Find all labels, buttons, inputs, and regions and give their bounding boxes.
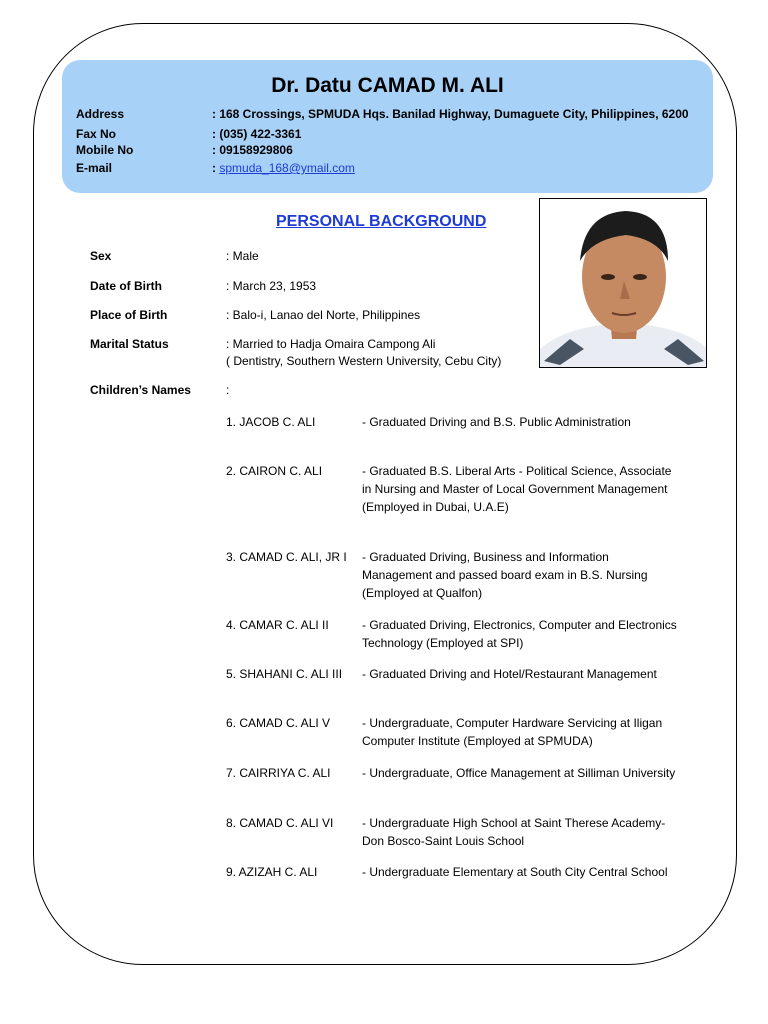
email-label: E-mail bbox=[76, 161, 113, 175]
child-education: - Undergraduate, Office Management at Silliman University bbox=[362, 766, 676, 780]
child-name: 7. CAIRRIYA C. ALI bbox=[226, 766, 331, 780]
fax-label: Fax No bbox=[76, 127, 117, 141]
email-link[interactable]: spmuda_168@ymail.com bbox=[219, 161, 355, 175]
child-name: 4. CAMAR C. ALI II bbox=[226, 618, 329, 632]
marital-value-detail: ( Dentistry, Southern Western University, Cebu City) bbox=[226, 354, 502, 368]
child-name: 1. JACOB C. ALI bbox=[226, 415, 316, 429]
child-education: - Undergraduate, Computer Hardware Servicing at Iligan Computer Institute (Employed at SPMUDA) bbox=[362, 716, 663, 748]
children-colon: : bbox=[226, 383, 230, 397]
child-education: - Undergraduate High School at Saint Therese Academy- Don Bosco-Saint Louis School bbox=[362, 816, 666, 848]
children-label: Children’s Names bbox=[90, 383, 191, 397]
email-prefix: : bbox=[212, 161, 220, 175]
dob-label: Date of Birth bbox=[90, 279, 162, 293]
pob-value: : Balo-i, Lanao del Norte, Philippines bbox=[226, 308, 421, 322]
marital-label: Marital Status bbox=[90, 337, 169, 351]
child-education: - Undergraduate Elementary at South City Central School bbox=[362, 865, 668, 879]
child-education: - Graduated Driving and Hotel/Restaurant Management bbox=[362, 667, 657, 681]
contact-header bbox=[62, 60, 713, 193]
child-education: - Graduated Driving, Business and Information Management and passed board exam in B.S. Nursing (Employed at Qualfon) bbox=[362, 550, 648, 600]
email-value bbox=[212, 160, 355, 176]
section-title: PERSONAL BACKGROUND bbox=[276, 213, 487, 230]
child-name: 2. CAIRON C. ALI bbox=[226, 464, 323, 478]
child-name: 3. CAMAD C. ALI, JR I bbox=[226, 550, 347, 564]
portrait-image bbox=[540, 199, 707, 368]
marital-value: : Married to Hadja Omaira Campong Ali bbox=[226, 337, 436, 351]
address-label: Address bbox=[76, 107, 125, 121]
child-education: - Graduated B.S. Liberal Arts - Political Science, Associate in Nursing and Master of Local Government Management (Employed in Dubai, U.A.E) bbox=[362, 464, 672, 514]
child-education: - Graduated Driving and B.S. Public Administration bbox=[362, 415, 631, 429]
pob-label: Place of Birth bbox=[90, 308, 168, 322]
sex-value: : Male bbox=[226, 249, 259, 263]
child-name: 6. CAMAD C. ALI V bbox=[226, 716, 331, 730]
mobile-label: Mobile No bbox=[76, 143, 134, 157]
portrait-photo bbox=[539, 198, 707, 368]
fax-value: : (035) 422-3361 bbox=[212, 127, 302, 141]
child-name: 5. SHAHANI C. ALI III bbox=[226, 667, 343, 681]
sex-label: Sex bbox=[90, 249, 112, 263]
address-value: : 168 Crossings, SPMUDA Hqs. Banilad Highway, Dumaguete City, Philippines, 6200 bbox=[212, 107, 689, 121]
mobile-value: : 09158929806 bbox=[212, 143, 293, 157]
person-name: Dr. Datu CAMAD M. ALI bbox=[271, 74, 504, 97]
child-name: 9. AZIZAH C. ALI bbox=[226, 865, 318, 879]
dob-value: : March 23, 1953 bbox=[226, 279, 317, 293]
child-education: - Graduated Driving, Electronics, Computer and Electronics Technology (Employed at SPI) bbox=[362, 618, 677, 650]
child-name: 8. CAMAD C. ALI VI bbox=[226, 816, 334, 830]
